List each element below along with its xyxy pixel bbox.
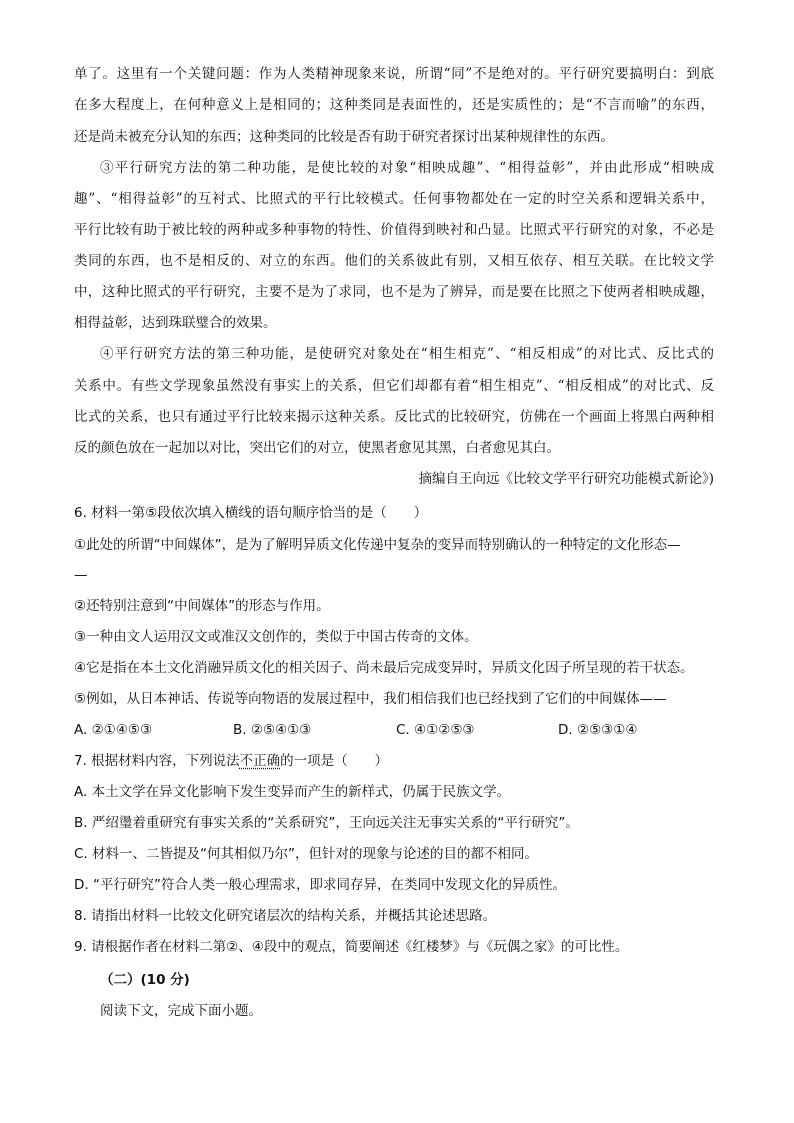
- option-d[interactable]: D. “平行研究”符合人类一般心理需求，即求同存异，在类同中发现文化的异质性。: [74, 877, 566, 893]
- source-citation: 摘编自王向远《比较文学平行研究功能模式新论》): [418, 471, 714, 487]
- question-stem: 6. 材料一第⑤段依次填入横线的语句顺序恰当的是（ ）: [74, 505, 428, 521]
- passage-line: 相得益彰，达到珠联璧合的效果。: [74, 315, 277, 331]
- stem-suffix: 的一项是（ ）: [280, 753, 389, 769]
- passage-line: 单了。这里有一个关键问题：作为人类精神现象来说，所谓“同”不是绝对的。平行研究要搞明白：到底: [74, 66, 714, 82]
- passage-line: 类同的东西，也不是相反的、对立的东西。他们的关系彼此有别，又相互依存、相互关联。在比较文学: [74, 253, 714, 269]
- passage-line: 平行比较有助于被比较的两种或多种事物的特性、价值得到映衬和凸显。比照式平行研究的对象，不必是: [74, 222, 714, 238]
- sentence-4: ④它是指在本土文化消融异质文化的相关因子、尚未最后完成变异时，异质文化因子所呈现的若干状态。: [74, 660, 694, 676]
- passage-line: 中，这种比照式的平行研究，主要不是为了求同，也不是为了辨异，而是要在比照之下使两者相映成趣，: [74, 284, 714, 300]
- passage-line: 反的颜色放在一起加以对比，突出它们的对立，使黑者愈见其黑，白者愈见其白。: [74, 440, 560, 456]
- passage-line: 还是尚未被充分认知的东西；这种类同的比较是否有助于研究者探讨出某种规律性的东西。: [74, 129, 614, 145]
- stem-emphasis: 不正确: [239, 753, 281, 769]
- option-a[interactable]: A. 本土文学在异文化影响下发生变异而产生的新样式，仍属于民族文学。: [74, 784, 511, 800]
- option-b[interactable]: B. ②⑤④①③: [233, 722, 312, 738]
- option-c[interactable]: C. ④①②⑤③: [396, 722, 475, 738]
- sentence-3: ③一种由文人运用汉文或准汉文创作的，类似于中国古传奇的文体。: [74, 629, 478, 645]
- passage-line: 关系中。有些文学现象虽然没有事实上的关系，但它们却都有着“相生相克”、“相反相成”的对比式、反: [74, 378, 714, 394]
- option-c[interactable]: C. 材料一、二皆提及“何其相似乃尔”，但针对的现象与论述的目的都不相同。: [74, 846, 538, 862]
- option-a[interactable]: A. ②①④⑤③: [74, 722, 153, 738]
- stem-prefix: 7. 根据材料内容，下列说法: [74, 753, 240, 769]
- passage-line: 比式的关系，也只有通过平行比较来揭示这种关系。反比式的比较研究，仿佛在一个画面上将黑白两种相: [74, 409, 714, 425]
- passage-line: ③平行研究方法的第二种功能，是使比较的对象“相映成趣”、“相得益彰”，并由此形成“相映成: [100, 160, 714, 176]
- sentence-5: ⑤例如，从日本神话、传说等向物语的发展过程中，我们相信我们也已经找到了它们的中间媒体——: [74, 691, 667, 707]
- section-instruction: 阅读下文，完成下面小题。: [100, 1003, 262, 1019]
- section-heading: （二）(10 分): [100, 972, 190, 988]
- question-9: 9. 请根据作者在材料二第②、④段中的观点，简要阐述《红楼梦》与《玩偶之家》的可比性。: [74, 939, 629, 955]
- passage-line: 趣”、“相得益彰”的互衬式、比照式的平行比较模式。任何事物都处在一定的时空关系和逻辑关系中，: [74, 191, 714, 207]
- sentence-1: ①此处的所谓“中间媒体”，是为了解明异质文化传递中复杂的变异而特别确认的一种特定的文化形态—: [74, 537, 681, 553]
- passage-line: 在多大程度上，在何种意义上是相同的；这种类同是表面性的，还是实质性的；是“不言而喻”的东西，: [74, 97, 714, 113]
- sentence-2: ②还特别注意到“中间媒体”的形态与作用。: [74, 598, 330, 614]
- option-b[interactable]: B. 严绍璗着重研究有事实关系的“关系研究”，王向远关注无事实关系的“平行研究”。: [74, 815, 579, 831]
- question-stem: [74, 751, 388, 771]
- option-d[interactable]: D. ②⑤③①④: [558, 722, 638, 738]
- passage-line: ④平行研究方法的第三种功能，是使研究对象处在“相生相克”、“相反相成”的对比式、反比式的: [100, 346, 714, 362]
- sentence-1-continued: —: [74, 567, 88, 583]
- question-8: 8. 请指出材料一比较文化研究诸层次的结构关系，并概括其论述思路。: [74, 908, 497, 924]
